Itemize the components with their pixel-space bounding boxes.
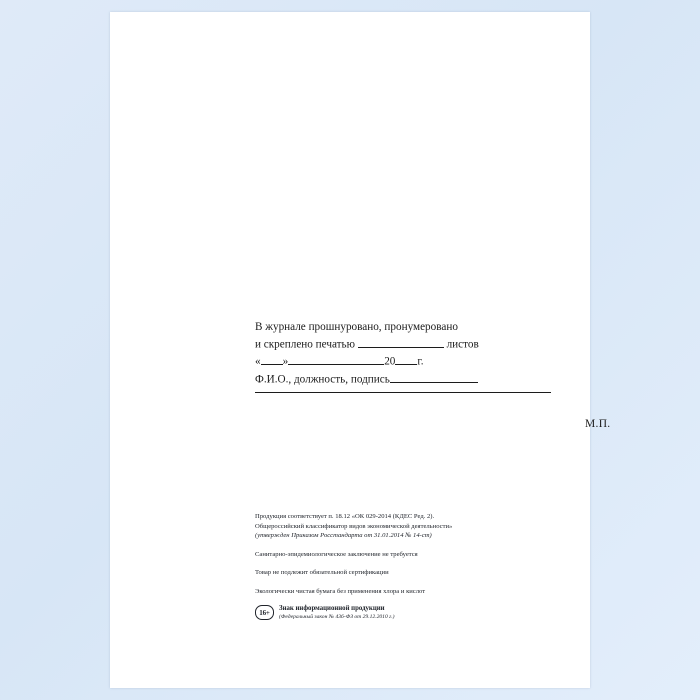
legal-paragraph-sanitary: Санитарно-эпидемиологическое заключение не требуется xyxy=(255,550,418,558)
legal-paragraph-classification xyxy=(255,512,555,541)
signature-blank[interactable] xyxy=(390,371,478,383)
signature-rule xyxy=(255,391,551,393)
document-page xyxy=(110,12,611,688)
month-blank[interactable] xyxy=(288,353,384,365)
certification-line-4 xyxy=(255,371,555,389)
legal-classification-line-3: (утвержден Приказом Росстандарта от 31.01.2014 № 14-ст) xyxy=(255,532,432,540)
year-suffix: г. xyxy=(417,356,424,369)
year-blank[interactable] xyxy=(395,353,417,365)
stamp-place-label: М.П. xyxy=(585,418,611,430)
legal-classification-line-2: Общероссийский классификатор видов экономической деятельности» xyxy=(255,522,453,530)
signatory-label: Ф.И.О., должность, подпись xyxy=(255,373,390,386)
legal-classification-line-1: Продукция соответствует п. 18.12 «ОК 029-2014 (КДЕС Ред. 2). xyxy=(255,513,435,520)
legal-paragraph-certification: Товар не подлежит обязательной сертификации xyxy=(255,569,389,577)
age-rating-row xyxy=(255,604,555,621)
date-quote-open: « xyxy=(255,356,261,369)
certification-block xyxy=(255,320,611,430)
certification-line-3 xyxy=(255,353,555,371)
age-rating-law: (Федеральный закон № 436-ФЗ от 29.12.2010 г.) xyxy=(279,613,395,620)
certification-line-2-suffix: листов xyxy=(446,338,479,351)
legal-block xyxy=(255,512,555,622)
age-rating-badge: 16+ xyxy=(255,605,274,620)
pages-count-blank[interactable] xyxy=(358,336,444,348)
age-rating-text xyxy=(279,604,395,621)
legal-paragraph-eco: Экологически чистая бумага без применения хлора и кислот xyxy=(255,587,426,595)
date-quote-close: » xyxy=(282,356,289,369)
day-blank[interactable] xyxy=(261,353,283,365)
certification-line-2 xyxy=(255,336,555,354)
certification-line-1: В журнале прошнуровано, пронумеровано xyxy=(255,321,458,333)
page-content xyxy=(110,12,611,688)
certification-line-2-prefix: и скреплено печатью xyxy=(255,338,355,351)
age-rating-label: Знак информационной продукции xyxy=(279,605,385,613)
year-prefix: 20 xyxy=(384,356,396,369)
